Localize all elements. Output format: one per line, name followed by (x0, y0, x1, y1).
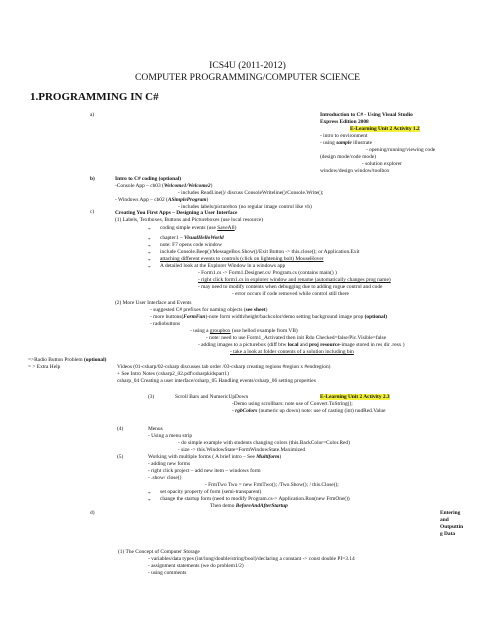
text: ) (265, 307, 268, 313)
d-label-4: g Data (440, 531, 456, 537)
text: Working with multiple forms ( A brief intro – See (148, 454, 257, 460)
text-bold: local (287, 342, 299, 348)
c-item6c: - may need to modify contents when debugging due to adding rogue control and code (198, 284, 383, 290)
bullet-dash: - (148, 234, 151, 243)
s4-number: (4) (117, 426, 124, 432)
s5-line3: - .show/ close() (148, 475, 182, 481)
c-item6a: - Form1.cs -> Form1.Designer.cs/ Program.cs (contains main() ) (198, 270, 337, 276)
c-s2d (190, 328, 298, 334)
intro-bullet-4: (design mode/code mode) (320, 154, 376, 160)
text: -image stored in res dir .resx ) (339, 342, 405, 348)
section-heading: 1.PROGRAMMING IN C# (30, 91, 159, 103)
extra-help-videos: Videos (01-csharp/02-csharp discusses tab order /03-csharp creating regions #region x #endregion) (117, 364, 331, 370)
intro-bullet-2 (320, 140, 372, 146)
text-em: Welcome1/Welcome2 (163, 183, 211, 189)
d-line2: - assignment statements (we do problem1/2) (148, 563, 244, 569)
s5-line5: set opacity property of form (semi-transparent) (160, 489, 262, 495)
elearning-badge-1 (350, 126, 420, 132)
text: - adding images to a picturebox (diff btw (198, 342, 288, 348)
text-underlined: groupbox (209, 328, 231, 334)
text-em: Multiform (256, 454, 280, 460)
s3-number: (3) (148, 394, 155, 400)
d-label-3: Outputtin (440, 524, 464, 530)
marker-b: b) (90, 176, 95, 182)
course-title: ICS4U (2011-2012) (209, 60, 286, 71)
b-title: Intro to C# coding (optional) (115, 176, 182, 182)
text: Then demo (210, 503, 236, 509)
d-label-1: Entering (440, 510, 461, 516)
s5-line4: - FrmTwo Two = new FrmTwo(); /Two.Show(); / this.Close(); (205, 482, 339, 488)
text: - using a (190, 328, 210, 334)
c-s2a (150, 307, 267, 313)
text-bold: (optional) (364, 314, 388, 320)
subject-title: COMPUTER PROGRAMMING/COMPUTER SCIENCE (135, 72, 360, 83)
text: chapter1 – (160, 235, 184, 241)
text-em: sample (336, 140, 352, 146)
b-line1 (115, 183, 212, 189)
text: and (298, 342, 309, 348)
c-sub2: (2) More User Interface and Events (115, 300, 192, 306)
d-sub1: (1) The Concept of Computer Storage (118, 549, 200, 555)
text: ) (206, 197, 209, 203)
text-em: ASimpleProgram (167, 197, 207, 203)
text: - suggested C# prefixes for naming objects ( (150, 307, 246, 313)
intro-bullet-6: window/design window/toolbox (320, 168, 390, 174)
s5-line7 (210, 503, 288, 509)
text: ) (234, 225, 237, 231)
s3-line1: -Demo using scrollbars: note use of Convert.ToString(); (232, 401, 353, 407)
s5-line6: change the startup form (need to modify Program.cs-> Application.Run(new FrmOne()) (160, 496, 350, 502)
marker-a: a) (90, 112, 95, 118)
text-em: rgbColors (235, 408, 258, 414)
bullet-dash: - (148, 495, 151, 504)
text: - (232, 408, 236, 414)
marker-d: d) (90, 510, 95, 516)
text: - Windows App – cb02 ( (115, 197, 168, 203)
text-em: BeforeAndAfterStartup (235, 503, 288, 509)
text: (numeric up down) note: use of casting (int) nudRed.Value (257, 408, 386, 414)
s5-line1: - adding new forms (148, 461, 191, 467)
d-label-2: and (440, 517, 449, 523)
text-em: VisualHelloWorld (183, 235, 224, 241)
text: - using (320, 140, 337, 146)
s5-number: (5) (117, 454, 124, 460)
d-line1: - variables/data types (int/long/double/string/bool)/declaring a constant -> const double PI=3.14 (148, 556, 355, 562)
c-s2g: - take a look at folder contents of a solution including bin (230, 349, 354, 355)
text: ) (279, 454, 282, 460)
intro-bullet-3: - opening/running/viewing code (366, 147, 436, 153)
extra-help-label: = > Extra Help (28, 364, 61, 370)
text: (use hellod example from VB) (230, 328, 298, 334)
text-bold: (optional) (83, 357, 107, 363)
marker-c: c) (90, 209, 95, 215)
text: )-note form width/height/backcolor/demo setting background image prop (205, 314, 365, 320)
b-line4: - includes labels/picturebox (no regular image control like vb) (178, 204, 312, 210)
radio-problem-line (28, 357, 106, 363)
text-em: FormFun (183, 314, 206, 320)
c-s2f (198, 342, 405, 348)
text: - more buttons( (150, 314, 184, 320)
b-line2: - includes Readl.ine()/ discuss ConsoleWriteline()/Console.Write(); (178, 190, 324, 196)
elearning-badge-2 (320, 394, 390, 400)
bullet-dash: - (148, 488, 151, 497)
c-s2b (150, 314, 387, 320)
c-sub1: (1) Labels, Textboxes, Buttons and Pictureboxes (use local resource) (115, 217, 264, 223)
b-line3 (115, 197, 208, 203)
s5-title (148, 454, 281, 460)
c-item6d: - error occurs if code removed while control still there (232, 291, 349, 297)
text-underlined: SaveAll (217, 225, 235, 231)
intro-title-line2: Express Edition 2008 (320, 119, 369, 125)
c-s2c: - radiobuttons (150, 321, 181, 327)
elearning-unit-1-2: E-Learning Unit 2 Activity 1.2 (350, 126, 420, 132)
bullet-dash: - (148, 255, 151, 264)
elearning-unit-2-3: E-Learning Unit 2 Activity 2.3 (320, 394, 390, 400)
c-item5: attaching different events to controls (click on lightening bolt) MouseHover (160, 256, 324, 262)
c-item3: note: F7 opens code window (160, 242, 222, 248)
intro-title-line1: Introduction to C# - Using Visual Studio (320, 112, 413, 118)
text: -Console App – cb03 ( (115, 183, 164, 189)
s3-title: Scroll Bars and NumericUpDown (175, 394, 249, 400)
c-title: Creating You First Apps – Designing a User Interface (115, 210, 238, 216)
text-bold: see sheet (245, 307, 266, 313)
s4-title: Menus (148, 426, 163, 432)
text: coding simple events (use (160, 225, 218, 231)
text: illustrate (351, 140, 372, 146)
bullet-dash: - (148, 224, 151, 233)
text: =>Radio Button Problem (28, 357, 84, 363)
c-item6: A detailed look at the Explorer Window in a windows app (160, 263, 286, 269)
extra-help-csharp: csharp_04 Creating a user interface/csharp_05 Handling events/csharp_06 setting properties (117, 378, 316, 384)
d-line3: - using comments (148, 570, 187, 576)
intro-bullet-1: - intro to environment (320, 133, 368, 139)
c-item6b: - right click form1.cs in explorer window and rename (automatically changes prog name) (198, 277, 391, 283)
bullet-dash: - (148, 241, 151, 250)
text: ) (210, 183, 213, 189)
s3-line2 (232, 408, 385, 414)
c-item1 (160, 225, 236, 231)
c-item2 (160, 235, 224, 241)
s5-line2: - right click project – add new item – windows form (148, 468, 261, 474)
bullet-dash: - (148, 248, 151, 257)
s4-line2: - do simple example with students changing colors (this.BackColor=Color.Red) (178, 440, 350, 446)
c-item4: include Console.Beep()/MessageBox.Show()/Exit Button -> this.close(); or Application.Exit (160, 249, 360, 255)
bullet-dash: - (148, 262, 151, 271)
intro-bullet-5: - solution explorer (362, 161, 402, 167)
s4-line3: - size -> this.WindowState=FormWindowState.Maximized (178, 447, 306, 453)
s4-line1: - Using a menu strip (148, 433, 193, 439)
c-s2e: - note: need to use Form1_Activated then init Rdo Checked=false/Pic.Visible=false (206, 335, 387, 341)
text-bold: proj resource (309, 342, 340, 348)
extra-help-notes: + See Intro Notes (csharp2_02.pdf\csharpkidspart1) (117, 371, 229, 377)
